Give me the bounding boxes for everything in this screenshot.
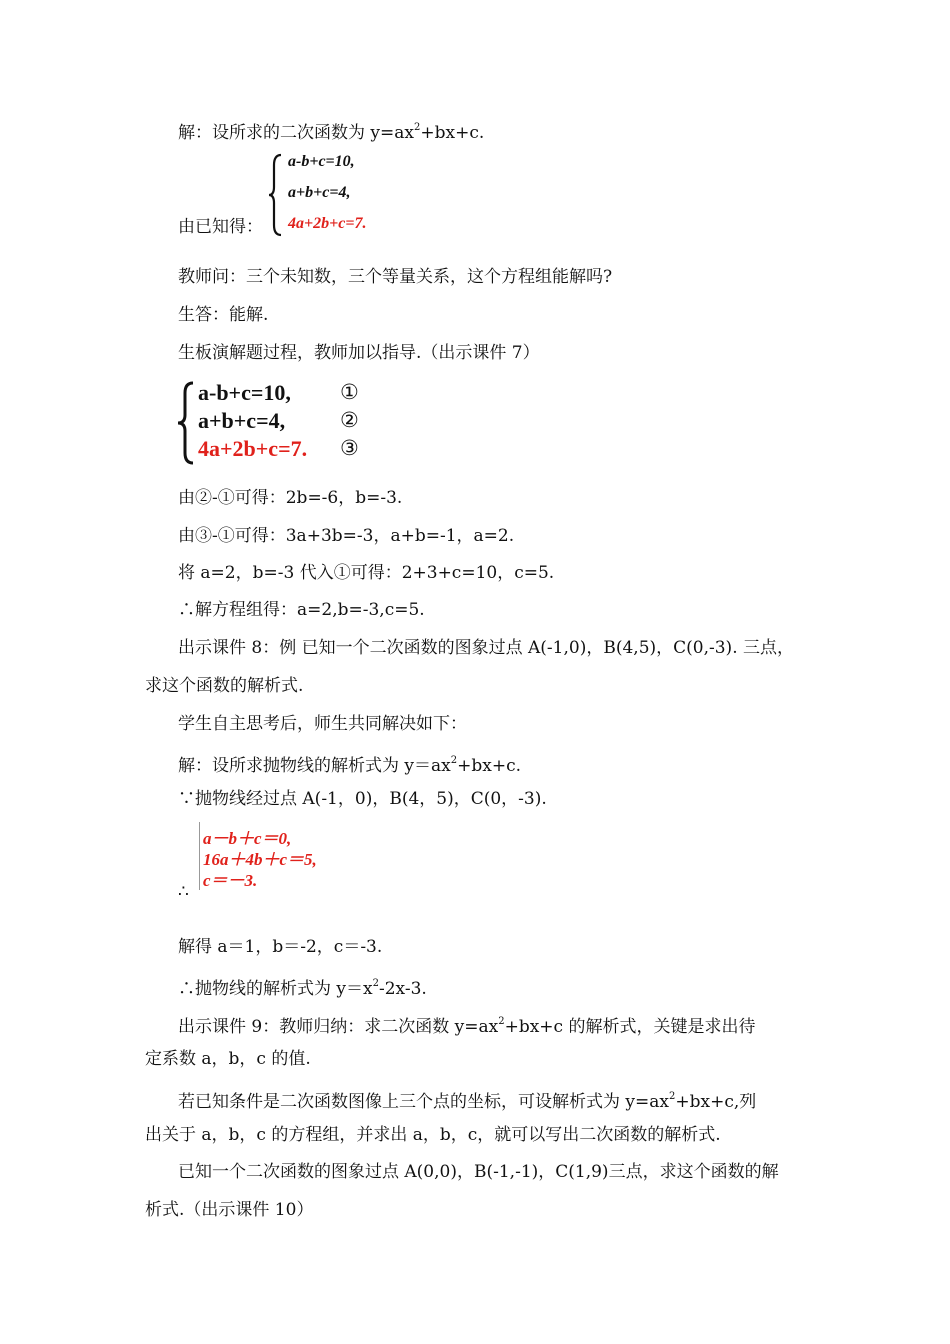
system1-eq1: a-b+c=10, bbox=[288, 153, 355, 170]
system3-bar bbox=[199, 822, 200, 890]
student-think: 学生自主思考后，师生共同解决如下： bbox=[178, 714, 467, 734]
example-line-2: 求这个函数的解析式. bbox=[145, 676, 304, 696]
step-2: 由③-①可得：3a+3b=-3，a+b=-1，a=2. bbox=[178, 526, 515, 546]
points-statement: ∵抛物线经过点 A(-1，0)，B(4，5)，C(0，-3). bbox=[178, 789, 547, 809]
exercise-line-2: 析式.（出示课件 10） bbox=[145, 1200, 314, 1220]
summary-line-2: 定系数 a，b，c 的值. bbox=[145, 1049, 311, 1069]
system-brace-2 bbox=[176, 381, 196, 465]
step-1: 由②-①可得：2b=-6，b=-3. bbox=[178, 488, 403, 508]
system2-eq3: 4a+2b+c=7. bbox=[198, 436, 308, 461]
system1-label: 由已知得： bbox=[178, 217, 263, 237]
teacher-question: 教师问：三个未知数，三个等量关系，这个方程组能解吗? bbox=[178, 267, 613, 287]
answer: ∴抛物线的解析式为 $y=x^2-2x-3$. bbox=[178, 978, 427, 999]
condition-line-1: 若已知条件是二次函数图像上三个点的坐标，可设解析式为 $y=ax^2+bx+c$,列 bbox=[178, 1091, 757, 1112]
system2-num2: ② bbox=[340, 408, 359, 432]
system2-eq1: a-b+c=10, bbox=[198, 380, 291, 405]
exercise-line-1: 已知一个二次函数的图象过点 A(0,0)，B(-1,-1)，C(1,9)三点，求这个函数的解 bbox=[178, 1162, 779, 1182]
system1-eq3: 4a+2b+c=7. bbox=[288, 215, 367, 232]
result: 解得 a＝1，b＝-2，c＝-3. bbox=[178, 937, 383, 957]
system3-eq3: c＝－3. bbox=[203, 871, 258, 890]
board-work-note: 生板演解题过程，教师加以指导.（出示课件 7） bbox=[178, 343, 540, 363]
system-brace-1 bbox=[268, 153, 284, 237]
example-line-1: 出示课件 8：例 已知一个二次函数的图象过点 A(-1,0)，B(4,5)，C(0,-3). 三点， bbox=[178, 638, 794, 658]
system2-eq2: a+b+c=4, bbox=[198, 408, 286, 433]
summary-line-1: 出示课件 9：教师归纳：求二次函数 $y=ax^2+bx+c$ 的解析式，关键是求出待 bbox=[178, 1016, 756, 1037]
step-3: 将 a=2，b=-3 代入①可得：2+3+c=10，c=5. bbox=[178, 563, 555, 583]
system2-num3: ③ bbox=[340, 436, 359, 460]
system3-label: ∴ bbox=[178, 882, 189, 902]
system3-eq2: 16a＋4b＋c＝5, bbox=[203, 850, 317, 869]
system2-num1: ① bbox=[340, 380, 359, 404]
system1-eq2: a+b+c=4, bbox=[288, 184, 351, 201]
solution-intro: 解：设所求的二次函数为 $y=ax^2+bx+c$. bbox=[178, 122, 485, 143]
system3-eq1: a－b＋c＝0, bbox=[203, 829, 292, 848]
step-4: ∴解方程组得：a=2,b=-3,c=5. bbox=[178, 600, 425, 620]
solution-intro-2: 解：设所求抛物线的解析式为 $y=ax^2+bx+c$. bbox=[178, 755, 521, 776]
condition-line-2: 出关于 a，b，c 的方程组，并求出 a，b，c，就可以写出二次函数的解析式. bbox=[145, 1125, 721, 1145]
student-answer: 生答：能解. bbox=[178, 305, 269, 325]
